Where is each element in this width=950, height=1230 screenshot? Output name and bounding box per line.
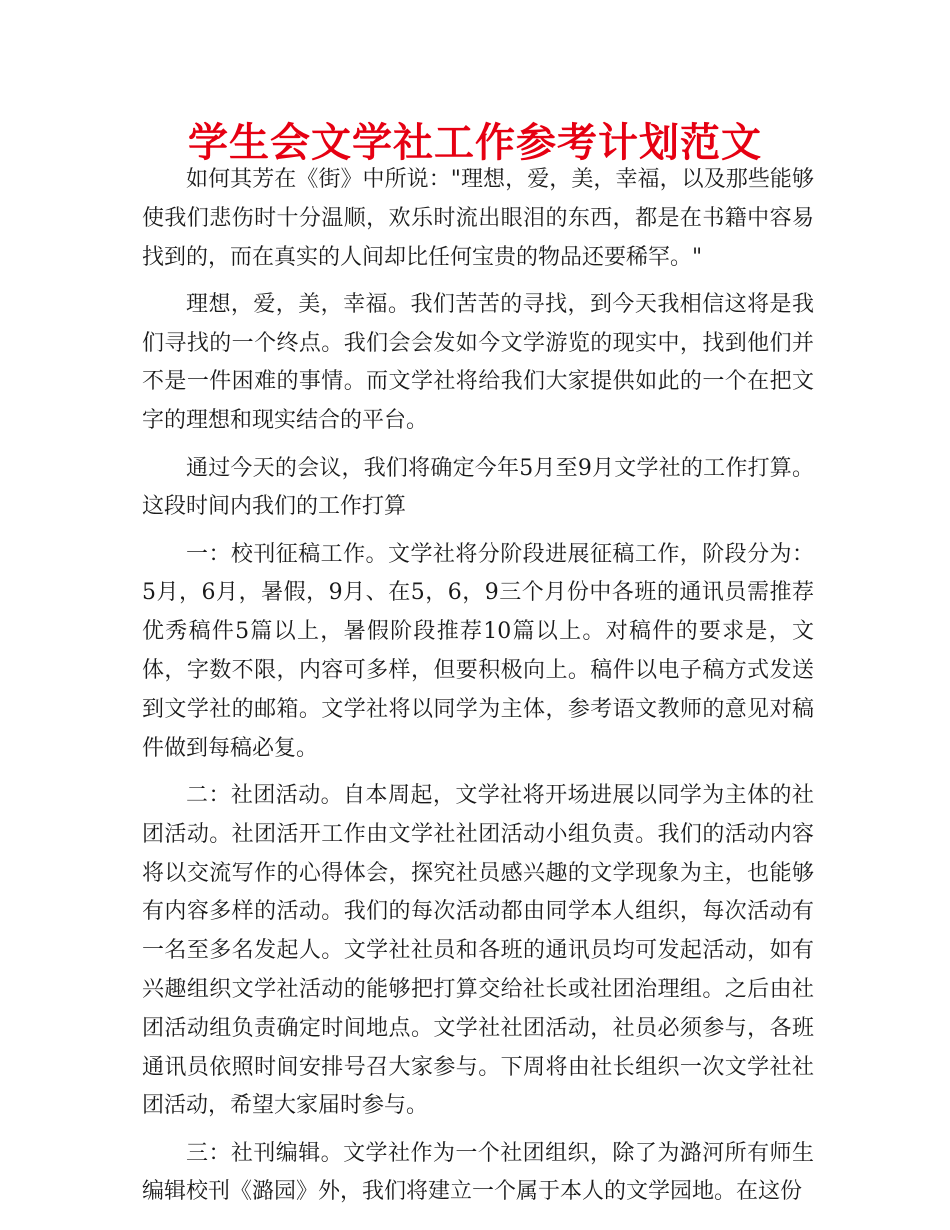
paragraph-magazine-editing: 三：社刊编辑。文学社作为一个社团组织，除了为潞河所有师生编辑校刊《潞园》外，我们将建立一个属于本人的文学园地。在这份 bbox=[142, 1140, 814, 1205]
paragraph-submissions: 一：校刊征稿工作。文学社将分阶段进展征稿工作，阶段分为：5月，6月，暑假，9月、在5，6，9三个月份中各班的通讯员需推荐优秀稿件5篇以上，暑假阶段推荐10篇以上。对稿件的要求是，文体，字数不限，内容可多样，但要积极向上。稿件以电子稿方式发送到文学社的邮箱。文学社将以同学为主体，参考语文教师的意见对稿件做到每稿必复。 bbox=[142, 541, 814, 761]
document-title: 学生会文学社工作参考计划范文 bbox=[188, 120, 762, 166]
paragraph-quote: 如何其芳在《街》中所说："理想，爱，美，幸福，以及那些能够使我们悲伤时十分温顺，欢乐时流出眼泪的东西，都是在书籍中容易找到的，而在真实的人间却比任何宝贵的物品还要稀罕。" bbox=[142, 167, 814, 270]
document-body bbox=[142, 161, 814, 1221]
paragraph-ideals: 理想，爱，美，幸福。我们苦苦的寻找，到今天我相信这将是我们寻找的一个终点。我们会会发如今文学游览的现实中，找到他们并不是一件困难的事情。而文学社将给我们大家提供如此的一个在把文字的理想和现实结合的平台。 bbox=[142, 291, 814, 434]
paragraph-club-activities: 二：社团活动。自本周起，文学社将开场进展以同学为主体的社团活动。社团活开工作由文学社社团活动小组负责。我们的活动内容将以交流写作的心得体会，探究社员感兴趣的文学现象为主，也能够有内容多样的活动。我们的每次活动都由同学本人组织，每次活动有一名至多名发起人。文学社社员和各班的通讯员均可发起活动，如有兴趣组织文学社活动的能够把打算交给社长或社团治理组。之后由社团活动组负责确定时间地点。文学社社团活动，社员必须参与，各班通讯员依照时间安排号召大家参与。下周将由社长组织一次文学社社团活动，希望大家届时参与。 bbox=[142, 782, 814, 1119]
paragraph-meeting: 通过今天的会议，我们将确定今年5月至9月文学社的工作打算。这段时间内我们的工作打算 bbox=[142, 455, 814, 520]
